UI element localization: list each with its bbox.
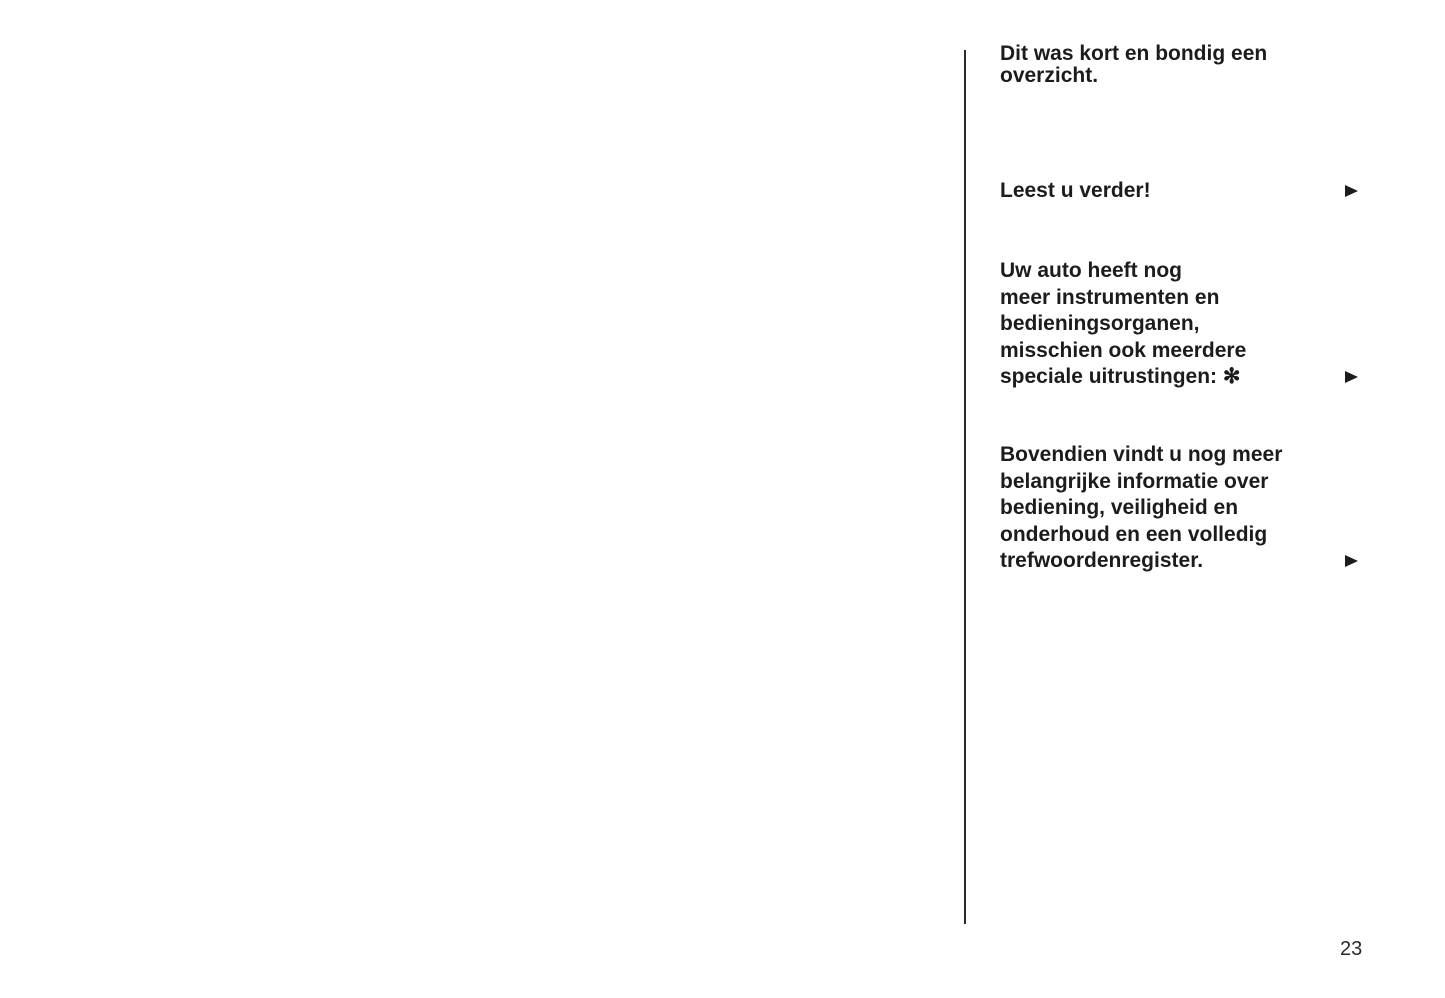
text-line: Dit was kort en bondig een [1000,42,1268,65]
text-line: Bovendien vindt u nog meer [1000,443,1283,466]
right-triangle-icon [1345,371,1358,383]
text-block-read-on [1000,178,1310,205]
text-line: overzicht. [1000,64,1099,87]
text-line: belangrijke informatie over [1000,469,1269,493]
text-line: Leest u verder! [1000,179,1151,202]
text-line: trefwoordenregister. [1000,549,1204,572]
text-line: misschien ook meerdere [1000,338,1247,362]
right-triangle-icon [1345,555,1358,567]
page-number: 23 [1340,938,1363,960]
text-line: onderhoud en een volledig [1000,522,1268,546]
text-block-more-info [1000,442,1310,575]
right-triangle-icon [1345,185,1358,197]
text-line: meer instrumenten en [1000,285,1220,309]
text-line: Uw auto heeft nog [1000,259,1182,282]
text-block-overview [1000,43,1310,87]
text-block-instruments [1000,258,1310,391]
text-line: bediening, veiligheid en [1000,496,1239,519]
text-line: bedieningsorganen, [1000,312,1200,335]
text-line: speciale uitrustingen: ✻ [1000,365,1241,388]
vertical-divider [964,50,966,924]
